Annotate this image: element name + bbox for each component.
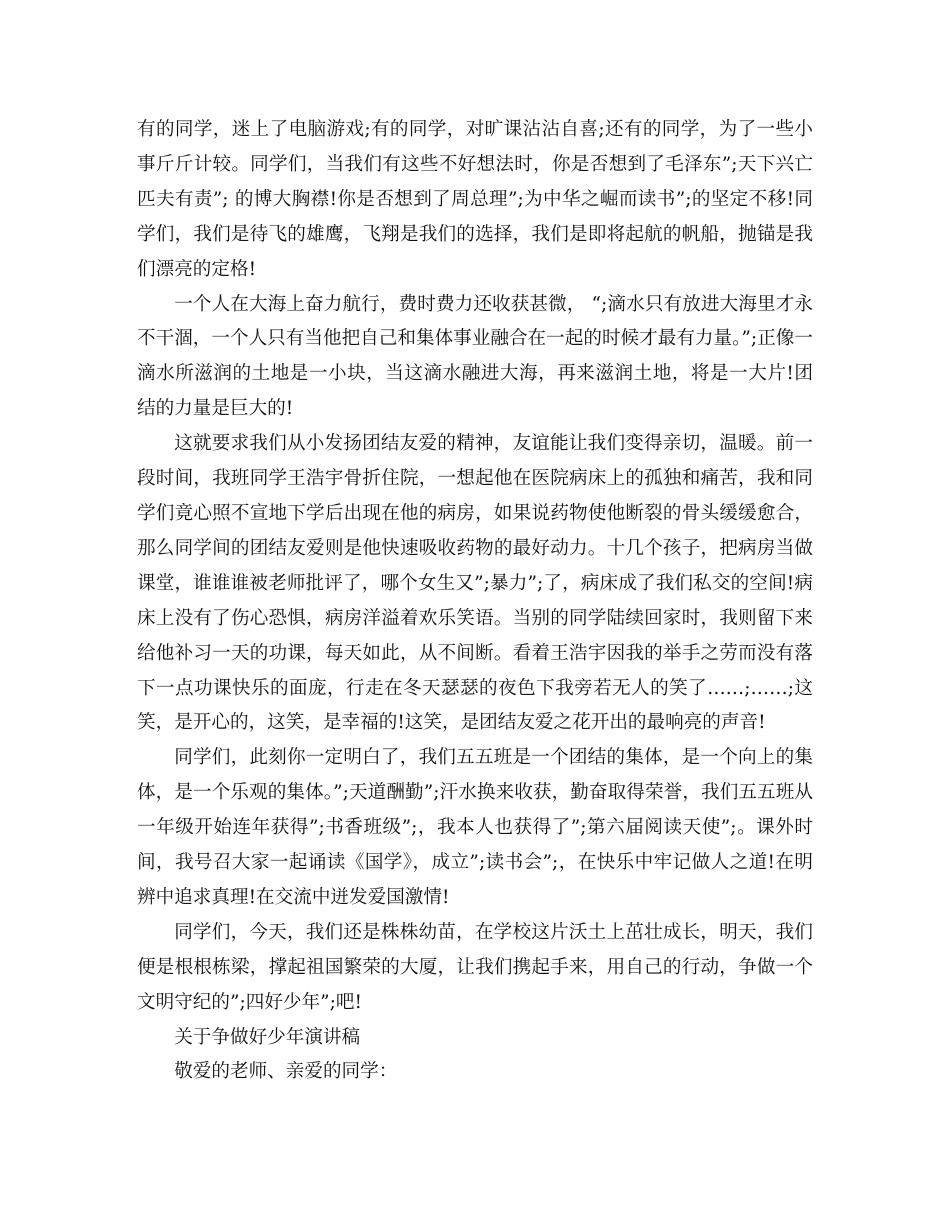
document-body [137,113,813,1090]
paragraph-5: 同学们，今天，我们还是株株幼苗，在学校这片沃土上茁壮成长，明天，我们便是根根栋梁，撑起祖国繁荣的大厦，让我们携起手来，用自己的行动，争做一个文明守纪的”;四好少年”;吧! [137,921,813,1013]
speech-title: 关于争做好少年演讲稿 [174,1026,361,1048]
paragraph-1: 有的同学，迷上了电脑游戏;有的同学，对旷课沾沾自喜;还有的同学，为了一些小事斤斤计较。同学们，当我们有这些不好想法时，你是否想到了毛泽东”;天下兴亡匹夫有责”; 的博大胸襟!你是否想到了周总理”;为中华之崛而读书”;的坚定不移!同学们，我们是待飞的雄鹰，飞翔是我们的选择，我们是即将起航的帆船，抛锚是我们漂亮的定格! [137,119,813,280]
paragraph-2: 一个人在大海上奋力航行，费时费力还收获甚微， “;滴水只有放进大海里才永不干涸，一个人只有当他把自己和集体事业融合在一起的时候才最有力量。”;正像一滴水所滋润的土地是一小块，当这滴水融进大海，再来滋润土地，将是一大片!团结的力量是巨大的! [137,293,813,420]
salutation: 敬爱的老师、亲爱的同学： [174,1061,398,1083]
paragraph-3: 这就要求我们从小发扬团结友爱的精神，友谊能让我们变得亲切，温暖。前一段时间，我班同学王浩宇骨折住院，一想起他在医院病床上的孤独和痛苦，我和同学们竟心照不宣地下学后出现在他的病房，如果说药物使他断裂的骨头缓缓愈合，那么同学间的团结友爱则是他快速吸收药物的最好动力。十几个孩子，把病房当做课堂，谁谁谁被老师批评了，哪个女生又”;暴力”;了，病床成了我们私交的空间!病床上没有了伤心恐惧，病房洋溢着欢乐笑语。当别的同学陆续回家时，我则留下来给他补习一天的功课，每天如此，从不间断。看着王浩宇因我的举手之劳而没有落下一点功课快乐的面庞，行走在冬天瑟瑟的夜色下我旁若无人的笑了……;……;这笑，是开心的，这笑，是幸福的!这笑，是团结友爱之花开出的最响亮的声音! [137,433,813,734]
paragraph-4: 同学们，此刻你一定明白了，我们五五班是一个团结的集体，是一个向上的集体，是一个乐观的集体。”;天道酬勤”;汗水换来收获，勤奋取得荣誉，我们五五班从一年级开始连年获得”;书香班级”;，我本人也获得了”;第六届阅读天使”;。课外时间，我号召大家一起诵读《国学》，成立”;读书会”;，在快乐中牢记做人之道!在明辨中追求真理!在交流中迸发爱国激情! [137,747,813,908]
